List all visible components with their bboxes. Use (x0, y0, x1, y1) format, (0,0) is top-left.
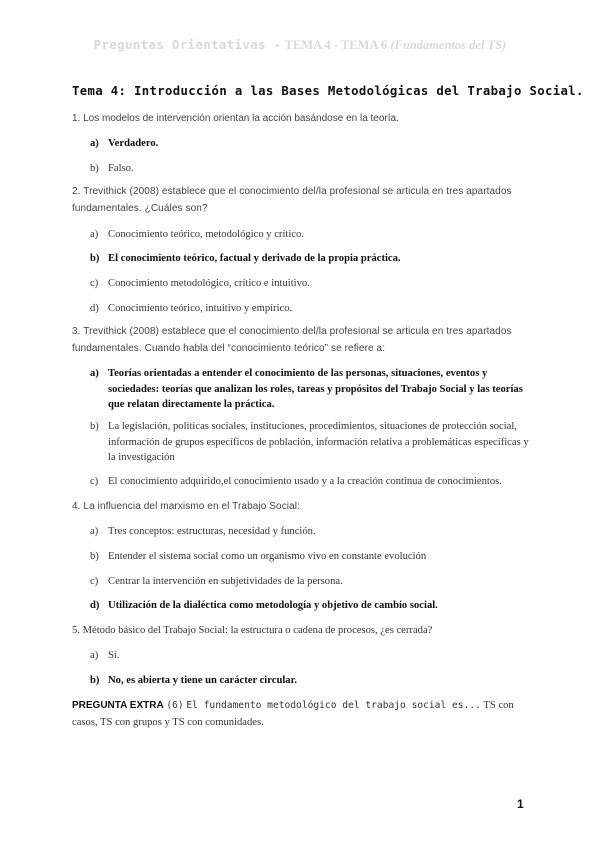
option-text: El conocimiento adquirido,el conocimiento usado y a la creación continua de conocimientos. (108, 476, 502, 487)
option-text: Falso. (108, 163, 134, 174)
option-letter: a) (90, 138, 99, 149)
extra-answer: TS con casos, TS con grupos y TS con comunidades. (72, 700, 514, 728)
section-title: Tema 4: Introducción a las Bases Metodológicas del Trabajo Social. (72, 84, 584, 98)
option-text: Utilización de la dialéctica como metodología y objetivo de cambio social. (108, 600, 438, 611)
q3-option-b (90, 419, 530, 466)
header-subject: (Fundamentos del TS) (390, 38, 507, 52)
option-text: Teorías orientadas a entender el conocimiento de las personas, situaciones, eventos y sociedades: teorías que analizan los roles, tareas y propósitos del Trabajo Social y las teorías que relatan directamente la práctica. (108, 368, 523, 410)
option-letter: b) (90, 253, 100, 264)
option-letter: b) (90, 421, 99, 432)
option-text: Verdadero. (108, 138, 159, 149)
option-text: Conocimiento metodológico, crítico e intuitivo. (108, 278, 310, 289)
q3-option-c (90, 474, 530, 490)
q1-option-b (90, 161, 530, 177)
question-3: 3. Trevithick (2008) establece que el conocimiento del/la profesional se articula en tres apartados fundamentales. Cuando habla del “conocimiento teórico” se refiere a: (72, 326, 512, 354)
option-text: Conocimiento teórico, intuitivo y empírico. (108, 303, 293, 314)
option-text: Conocimiento teórico, metodológico y crítico. (108, 229, 304, 240)
option-text: Sí. (108, 650, 120, 661)
q5-option-a (90, 648, 530, 664)
option-text: Entender el sistema social como un organismo vivo en constante evolución (108, 551, 427, 562)
option-text: El conocimiento teórico, factual y derivado de la propia práctica. (108, 253, 401, 264)
question-5: 5. Método básico del Trabajo Social: la estructura o cadena de procesos, ¿es cerrada? (72, 625, 433, 636)
extra-number: (6) (166, 700, 184, 711)
option-letter: a) (90, 526, 99, 537)
header-topics: TEMA 4 - TEMA 6 (284, 38, 388, 52)
option-letter: b) (90, 551, 99, 562)
option-letter: b) (90, 163, 99, 174)
option-text: No, es abierta y tiene un carácter circular. (108, 675, 297, 686)
option-letter: c) (90, 576, 99, 587)
extra-question (72, 698, 532, 731)
option-letter: c) (90, 476, 99, 487)
option-text: La legislación, políticas sociales, instituciones, procedimientos, situaciones de protección social, información de grupos específicos de población, información relativa a problemáticas específicas y la investigación (108, 421, 529, 463)
header-title: Preguntas Orientativas - (93, 37, 282, 52)
option-letter: d) (90, 600, 100, 611)
page-header (0, 37, 600, 53)
option-text: Centrar la intervención en subjetividades de la persona. (108, 576, 343, 587)
option-letter: a) (90, 650, 99, 661)
q4-option-a (90, 524, 530, 540)
option-letter: a) (90, 229, 99, 240)
page-number: 1 (517, 797, 524, 811)
q4-option-d (90, 598, 530, 614)
q4-option-b (90, 549, 530, 565)
option-text: Tres conceptos: estructuras, necesidad y función. (108, 526, 316, 537)
q2-option-a (90, 227, 530, 243)
q1-option-a (90, 136, 530, 152)
option-letter: a) (90, 368, 99, 379)
option-letter: c) (90, 278, 99, 289)
q2-option-d (90, 301, 530, 317)
q5-option-b (90, 673, 530, 689)
option-letter: b) (90, 675, 100, 686)
extra-stem: El fundamento metodológico del trabajo social es... (186, 700, 481, 711)
question-2: 2. Trevithick (2008) establece que el conocimiento del/la profesional se articula en tres apartados fundamentales. ¿Cuáles son? (72, 186, 512, 214)
extra-tag: PREGUNTA EXTRA (72, 700, 164, 711)
q3-option-a (90, 366, 530, 413)
q2-option-b (90, 251, 530, 267)
q2-option-c (90, 276, 530, 292)
q4-option-c (90, 574, 530, 590)
question-1: 1. Los modelos de intervención orientan la acción basándose en la teoría. (72, 113, 399, 124)
option-letter: d) (90, 303, 99, 314)
question-4: 4. La influencia del marxismo en el Trabajo Social: (72, 501, 300, 512)
